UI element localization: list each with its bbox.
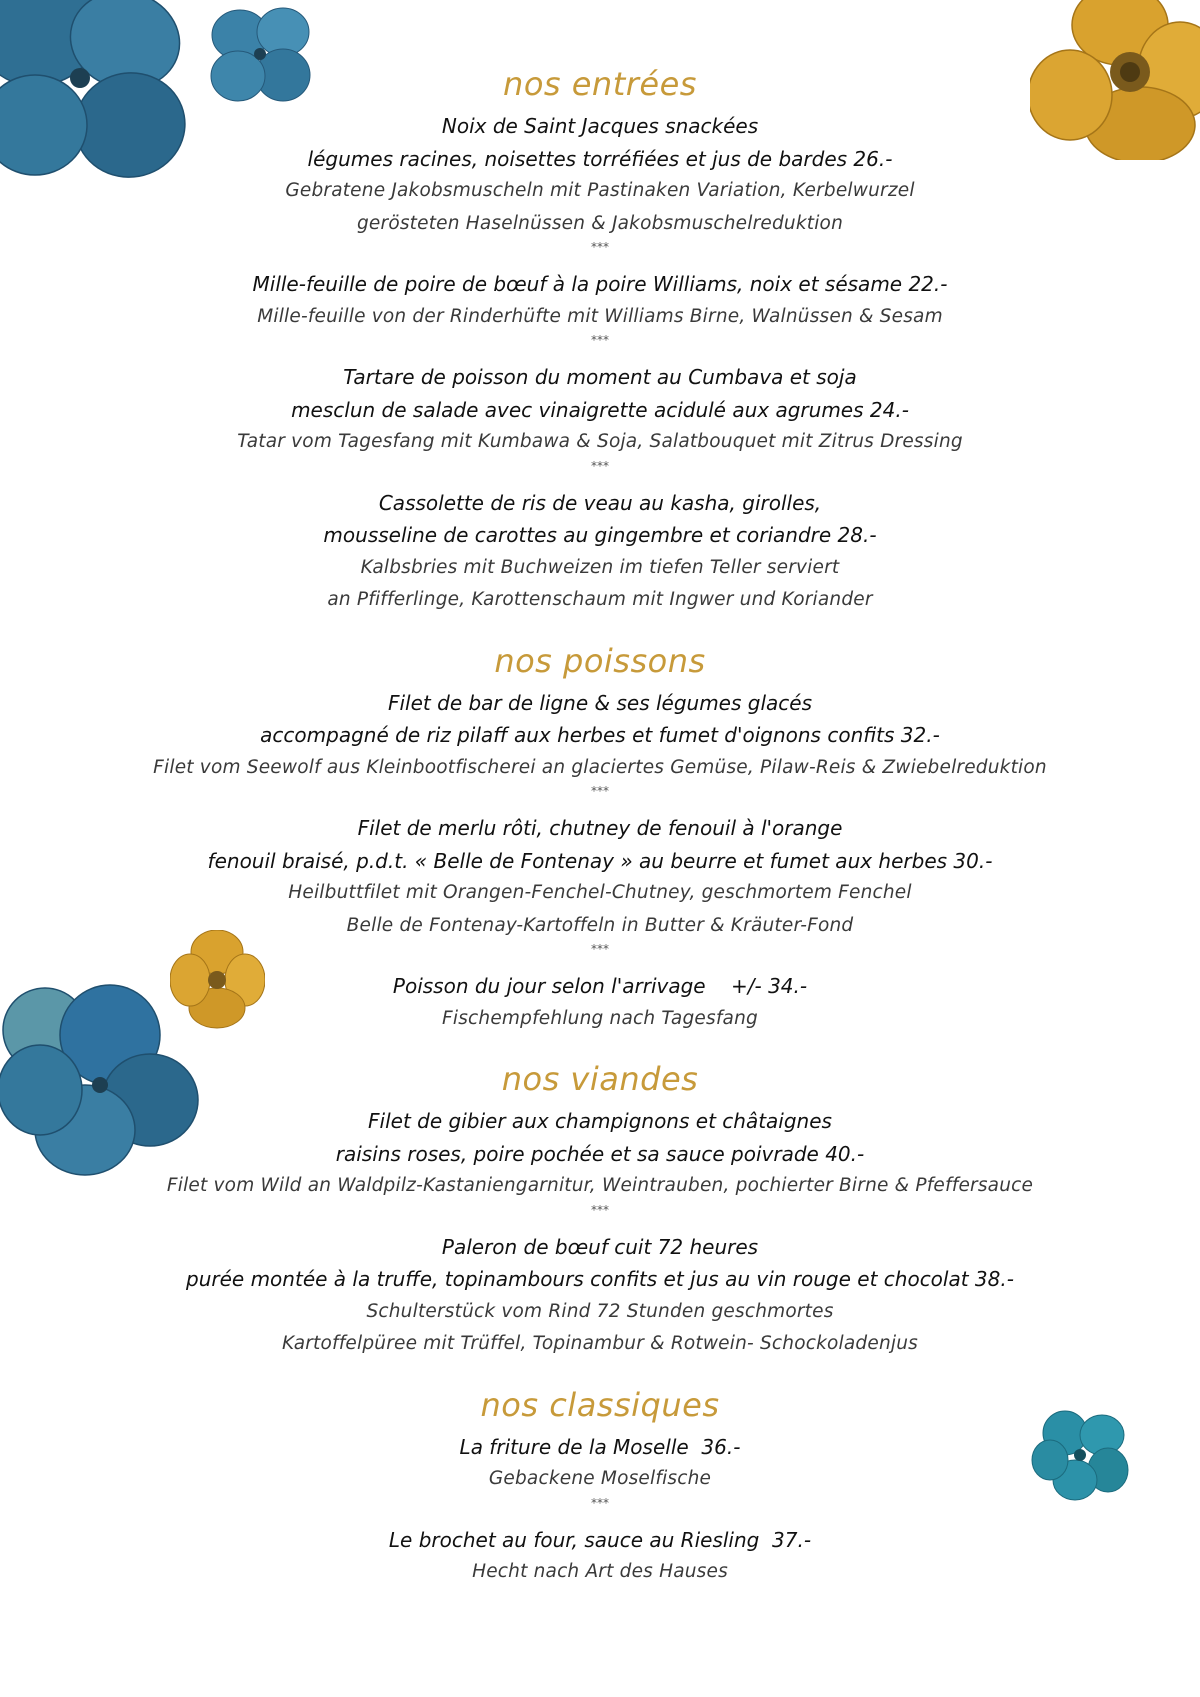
dish-name-fr: légumes racines, noisettes torréfiées et jus de bardes 26.- — [307, 146, 893, 171]
dish-name-de: gerösteten Haselnüssen & Jakobsmuschelreduktion — [356, 212, 843, 234]
dish — [0, 1524, 1200, 1589]
dish-name-de: Schulterstück vom Rind 72 Stunden geschmortes — [366, 1300, 834, 1322]
dish-name-de: Filet vom Wild an Waldpilz-Kastaniengarnitur, Weintrauben, pochierter Birne & Pfeffersauce — [166, 1175, 1034, 1196]
dish-name-de: Kartoffelpüree mit Trüffel, Topinambur & Rotwein- Schockoladenjus — [282, 1333, 918, 1354]
dish — [0, 110, 1200, 258]
dish-name-fr: Noix de Saint Jacques snackées — [441, 114, 759, 138]
section-title: nos poissons — [494, 641, 706, 680]
dish-name-de: Hecht nach Art des Hauses — [472, 1561, 728, 1582]
dish-name-fr: Tartare de poisson du moment au Cumbava et soja — [343, 365, 857, 389]
dish-name-fr: purée montée à la truffe, topinambours confits et jus au vin rouge et chocolat 38.- — [186, 1267, 1014, 1291]
dish-name-fr: Le brochet au four, sauce au Riesling 37.- — [388, 1527, 812, 1552]
dish-name-fr: fenouil braisé, p.d.t. « Belle de Fontenay » au beurre et fumet aux herbes 30.- — [207, 848, 993, 873]
dish-name-fr: accompagné de riz pilaff aux herbes et fumet d'oignons confits 32.- — [260, 723, 940, 747]
dish-name-de: Gebratene Jakobsmuscheln mit Pastinaken Variation, Kerbelwurzel — [285, 180, 915, 201]
dish-name-fr: Poisson du jour selon l'arrivage +/- 34.- — [392, 974, 808, 998]
separator: *** — [591, 1495, 609, 1510]
section-classiques — [0, 1383, 1200, 1589]
dish-name-fr: Filet de gibier aux champignons et châtaignes — [368, 1109, 832, 1133]
dish — [0, 487, 1200, 617]
dish-name-de: Heilbuttfilet mit Orangen-Fenchel-Chutney, geschmortem Fenchel — [288, 882, 912, 903]
dish — [0, 1105, 1200, 1221]
dish-name-fr: Mille-feuille de poire de bœuf à la poire Williams, noix et sésame 22.- — [252, 272, 948, 296]
dish-name-de: an Pfifferlinge, Karottenschaum mit Ingwer und Koriander — [327, 589, 873, 610]
dish — [0, 268, 1200, 351]
section-title: nos entrées — [503, 65, 697, 103]
dish-name-de: Gebackene Moselfische — [488, 1468, 712, 1489]
dish-name-fr: Cassolette de ris de veau au kasha, girolles, — [378, 490, 822, 515]
separator: *** — [591, 1202, 609, 1217]
dish-name-de: Filet vom Seewolf aus Kleinbootfischerei an glaciertes Gemüse, Pilaw-Reis & Zwiebelreduktion — [153, 756, 1047, 778]
menu-content — [0, 62, 1200, 1589]
section-entrees — [0, 62, 1200, 617]
dish-name-de: Belle de Fontenay-Kartoffeln in Butter & Kräuter-Fond — [346, 914, 854, 936]
dish-name-fr: mousseline de carottes au gingembre et coriandre 28.- — [323, 523, 877, 547]
dish-name-fr: raisins roses, poire pochée et sa sauce poivrade 40.- — [335, 1141, 865, 1166]
dish-name-de: Kalbsbries mit Buchweizen im tiefen Teller serviert — [360, 556, 840, 578]
dish-name-fr: La friture de la Moselle 36.- — [459, 1434, 741, 1459]
separator: *** — [591, 458, 609, 473]
separator: *** — [591, 784, 609, 798]
separator: *** — [591, 942, 609, 956]
dish — [0, 970, 1200, 1035]
dish — [0, 1231, 1200, 1361]
dish-name-de: Mille-feuille von der Rinderhüfte mit Williams Birne, Walnüssen & Sesam — [257, 305, 943, 327]
dish-name-fr: Paleron de bœuf cuit 72 heures — [441, 1234, 759, 1259]
section-title: nos viandes — [501, 1060, 699, 1098]
section-viandes — [0, 1057, 1200, 1361]
dish-name-fr: mesclun de salade avec vinaigrette acidulé aux agrumes 24.- — [291, 397, 909, 422]
separator: *** — [591, 240, 609, 254]
dish-name-fr: Filet de bar de ligne & ses légumes glacés — [388, 690, 812, 715]
dish — [0, 1431, 1200, 1514]
dish-name-fr: Filet de merlu rôti, chutney de fenouil à l'orange — [357, 816, 843, 840]
dish — [0, 687, 1200, 803]
separator: *** — [591, 333, 609, 347]
dish-name-de: Fischempfehlung nach Tagesfang — [442, 1007, 758, 1029]
section-poissons — [0, 639, 1200, 1036]
dish — [0, 812, 1200, 960]
dish — [0, 361, 1200, 477]
dish-name-de: Tatar vom Tagesfang mit Kumbawa & Soja, Salatbouquet mit Zitrus Dressing — [237, 431, 963, 452]
section-title: nos classiques — [480, 1385, 720, 1424]
